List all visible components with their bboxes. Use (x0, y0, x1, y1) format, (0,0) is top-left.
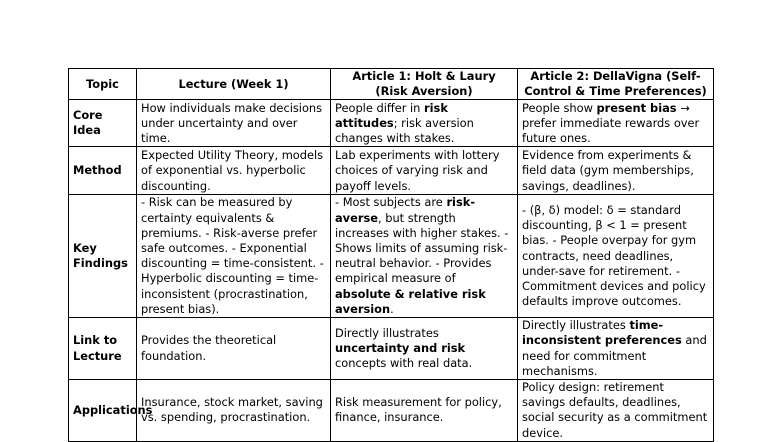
cell-lecture: - Risk can be measured by certainty equivalents & premiums. - Risk-averse prefer safe outcomes. - Exponential discounting = time-consistent. - Hyperbolic discounting = time-inconsistent (procrastination, present bias). (137, 195, 331, 318)
cell-lecture: Provides the theoretical foundation. (137, 318, 331, 380)
row-topic: Key Findings (69, 195, 137, 318)
cell-lecture: Expected Utility Theory, models of exponential vs. hyperbolic discounting. (137, 147, 331, 195)
cell-article-1: Lab experiments with lottery choices of varying risk and payoff levels. (331, 147, 518, 195)
table-row (69, 318, 714, 380)
table-row (69, 195, 714, 318)
table-row (69, 380, 714, 442)
row-topic: Link to Lecture (69, 318, 137, 380)
cell-article-1: Directly illustrates uncertainty and risk concepts with real data. (331, 318, 518, 380)
cell-article-2: People show present bias → prefer immediate rewards over future ones. (518, 100, 714, 147)
header-article-1: Article 1: Holt & Laury (Risk Aversion) (331, 69, 518, 100)
header-article-2: Article 2: DellaVigna (Self-Control & Time Preferences) (518, 69, 714, 100)
cell-article-2: Evidence from experiments & field data (gym memberships, savings, deadlines). (518, 147, 714, 195)
cell-article-2: - (β, δ) model: δ = standard discounting, β < 1 = present bias. - People overpay for gym contracts, need deadlines, under-save for retirement. - Commitment devices and policy defaults improve outcomes. (518, 195, 714, 318)
cell-article-1: - Most subjects are risk-averse, but strength increases with higher stakes. - Shows limits of assuming risk-neutral behavior. - Provides empirical measure of absolute & relative risk aversion. (331, 195, 518, 318)
comparison-table (68, 68, 714, 442)
row-topic: Method (69, 147, 137, 195)
table-row (69, 100, 714, 147)
cell-lecture: How individuals make decisions under uncertainty and over time. (137, 100, 331, 147)
cell-article-1: People differ in risk attitudes; risk aversion changes with stakes. (331, 100, 518, 147)
cell-article-2: Directly illustrates time-inconsistent preferences and need for commitment mechanisms. (518, 318, 714, 380)
row-topic: Core Idea (69, 100, 137, 147)
cell-lecture: Insurance, stock market, saving vs. spending, procrastination. (137, 380, 331, 442)
table-row (69, 147, 714, 195)
cell-article-1: Risk measurement for policy, finance, insurance. (331, 380, 518, 442)
row-topic: Applications (69, 380, 137, 442)
cell-article-2: Policy design: retirement savings defaults, deadlines, social security as a commitment device. (518, 380, 714, 442)
header-lecture: Lecture (Week 1) (137, 69, 331, 100)
header-row (69, 69, 714, 100)
header-topic: Topic (69, 69, 137, 100)
